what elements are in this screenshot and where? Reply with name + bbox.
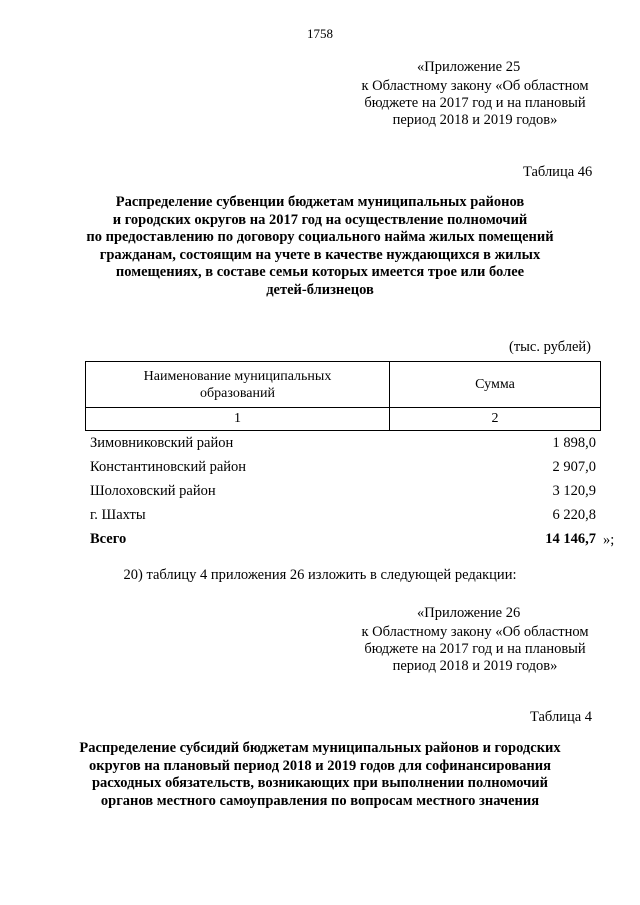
appendix-25-reference — [340, 59, 610, 129]
row-value: 1 898,0 — [552, 435, 596, 451]
title-line: органов местного самоуправления по вопросам местного значения — [100, 792, 540, 809]
appendix-26-line: к Областному закону «Об областном — [361, 624, 589, 640]
header-municipality — [86, 362, 390, 408]
title-line: округов на плановый период 2018 и 2019 годов для софинансирования — [89, 757, 551, 774]
closing-quote: »; — [603, 532, 615, 548]
table-4-title — [40, 740, 600, 810]
row-name: г. Шахты — [90, 507, 146, 523]
title-line: помещениях, в составе семьи которых имеется трое или более — [115, 264, 525, 280]
title-line: гражданам, состоящим на учете в качестве нуждающихся в жилых — [99, 246, 541, 263]
title-line: детей-близнецов — [266, 281, 374, 298]
appendix-25-line: период 2018 и 2019 годов» — [392, 112, 558, 128]
header-municipality-line: Наименование муниципальных — [143, 368, 332, 384]
appendix-26-line: бюджете на 2017 год и на плановый — [364, 641, 586, 657]
title-line: по предоставлению по договору социального найма жилых помещений — [86, 229, 554, 245]
total-label: Всего — [90, 531, 127, 547]
amendment-instruction: 20) таблицу 4 приложения 26 изложить в следующей редакции: — [123, 567, 517, 583]
title-line: Распределение субвенции бюджетам муниципальных районов — [115, 194, 525, 210]
header-col-number-1: 1 — [86, 408, 390, 431]
appendix-25-head: «Приложение 25 — [417, 59, 521, 75]
row-value: 6 220,8 — [552, 507, 596, 523]
appendix-25-line: бюджете на 2017 год и на плановый — [364, 95, 586, 111]
page-number: 1758 — [307, 26, 333, 41]
row-name: Шолоховский район — [90, 483, 216, 499]
row-name: Константиновский район — [90, 459, 247, 475]
table-4-label: Таблица 4 — [530, 709, 593, 725]
header-municipality-line: образований — [200, 385, 275, 401]
appendix-26-line: период 2018 и 2019 годов» — [392, 658, 558, 674]
appendix-25-line: к Областному закону «Об областном — [361, 78, 589, 94]
title-line: расходных обязательств, возникающих при выполнении полномочий — [91, 775, 548, 791]
row-value: 3 120,9 — [552, 483, 596, 499]
header-col-number-2: 2 — [390, 408, 601, 431]
title-line: и городских округов на 2017 год на осуществление полномочий — [112, 211, 528, 228]
units-label: (тыс. рублей) — [509, 339, 591, 355]
total-value: 14 146,7 — [545, 531, 596, 547]
row-value: 2 907,0 — [552, 459, 596, 475]
row-name: Зимовниковский район — [90, 435, 234, 451]
header-amount: Сумма — [390, 362, 601, 408]
table-46-label: Таблица 46 — [523, 164, 593, 180]
appendix-26-head: «Приложение 26 — [417, 605, 521, 621]
appendix-26-reference — [340, 605, 610, 675]
table-46-title — [40, 194, 600, 299]
table-46-header — [85, 361, 601, 431]
title-line: Распределение субсидий бюджетам муниципальных районов и городских — [79, 740, 561, 756]
